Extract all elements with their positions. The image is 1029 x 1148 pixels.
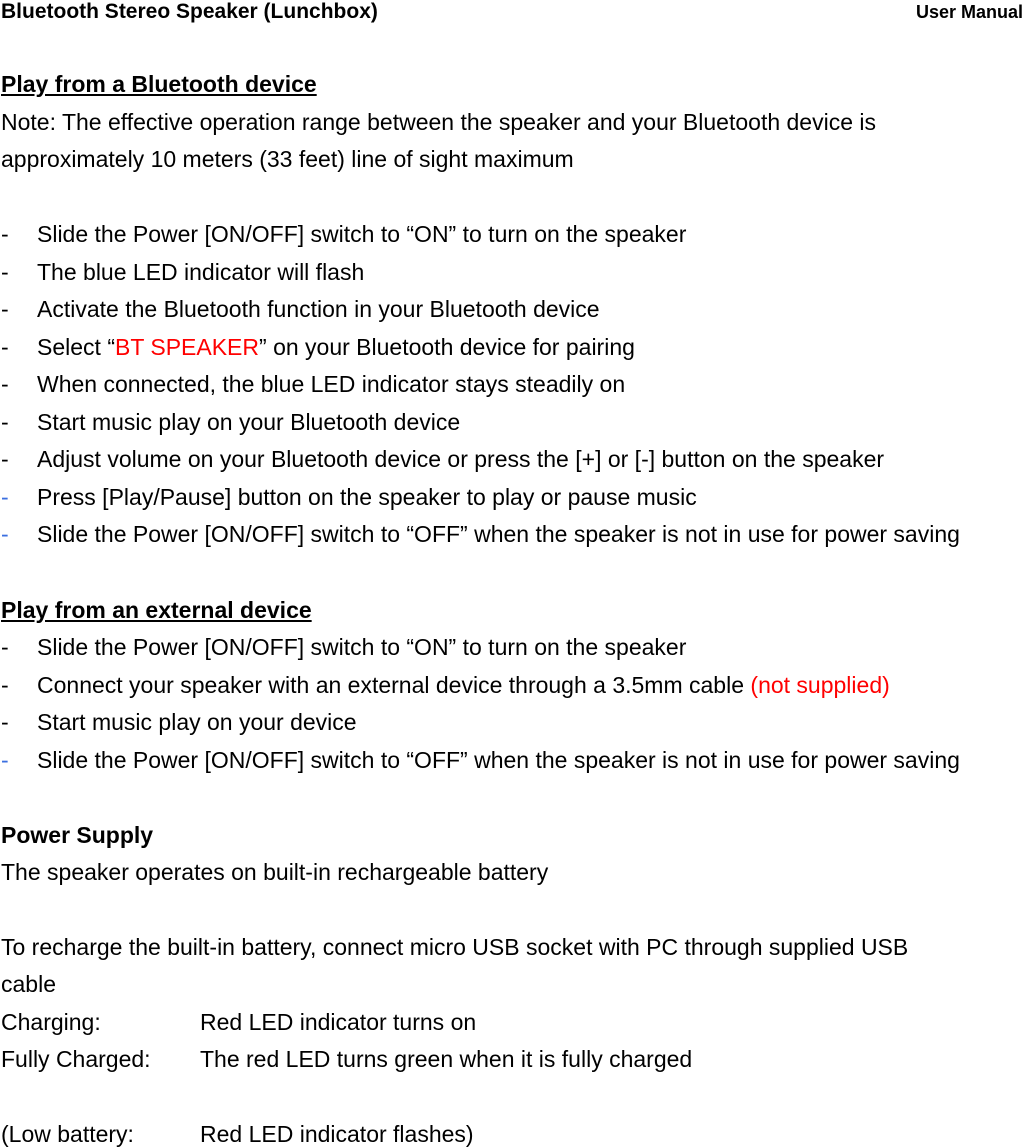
ext-step-text: Slide the Power [ON/OFF] switch to “ON” to turn on the speaker [37,634,687,660]
status-value: The red LED turns green when it is fully charged [200,1046,693,1072]
status-value: Red LED indicator flashes) [200,1121,474,1147]
bullet-dash: - [1,259,9,285]
bt-step-text: Activate the Bluetooth function in your Bluetooth device [37,296,600,322]
status-label: Charging: [1,1009,101,1035]
bullet-dash: - [1,334,9,360]
bullet-dash: - [1,484,9,510]
bullet-dash: - [1,371,9,397]
section-heading-external: Play from an external device [1,597,312,623]
bullet-dash: - [1,409,9,435]
ext-step-text [37,671,890,699]
ext-step-text: Start music play on your device [37,709,357,735]
bullet-dash: - [1,747,9,773]
bt-step-text: Press [Play/Pause] button on the speaker to play or pause music [37,484,697,510]
section-heading-bluetooth: Play from a Bluetooth device [1,71,317,97]
page-header [0,0,1025,24]
bt-step-text: The blue LED indicator will flash [37,259,365,285]
bullet-dash: - [1,296,9,322]
power-description: The speaker operates on built-in rechargeable battery [1,859,549,885]
recharge-instruction-line-1: To recharge the built-in battery, connect micro USB socket with PC through supplied USB [1,934,909,960]
bt-step-text: Adjust volume on your Bluetooth device or press the [+] or [-] button on the speaker [37,446,885,472]
bt-step-text: Start music play on your Bluetooth device [37,409,461,435]
bt-step-text: Slide the Power [ON/OFF] switch to “OFF” when the speaker is not in use for power saving [37,521,960,547]
bullet-dash: - [1,446,9,472]
bt-step-text: Slide the Power [ON/OFF] switch to “ON” to turn on the speaker [37,221,687,247]
bt-step-text-pre: Select “ [37,334,115,360]
not-supplied-note: (not supplied) [750,672,890,698]
document-title: Bluetooth Stereo Speaker (Lunchbox) [1,0,378,23]
range-note-line-1: Note: The effective operation range between the speaker and your Bluetooth device is [1,109,876,135]
bt-speaker-name: BT SPEAKER [114,334,260,360]
range-note-line-2: approximately 10 meters (33 feet) line of sight maximum [1,146,574,172]
section-heading-power: Power Supply [1,822,154,848]
bt-step-text [37,333,635,361]
bullet-dash: - [1,709,9,735]
ext-step-text: Slide the Power [ON/OFF] switch to “OFF” when the speaker is not in use for power saving [37,747,960,773]
status-label: (Low battery: [1,1121,134,1147]
bullet-dash: - [1,672,9,698]
bullet-dash: - [1,521,9,547]
status-label: Fully Charged: [1,1046,151,1072]
bt-step-text-post: ” on your Bluetooth device for pairing [259,334,635,360]
document-type-label: User Manual [915,2,1023,22]
bullet-dash: - [1,634,9,660]
bullet-dash: - [1,221,9,247]
status-value: Red LED indicator turns on [200,1009,477,1035]
ext-step-text-pre: Connect your speaker with an external device through a 3.5mm cable [37,672,751,698]
recharge-instruction-line-2: cable [1,971,56,997]
bt-step-text: When connected, the blue LED indicator stays steadily on [37,371,626,397]
